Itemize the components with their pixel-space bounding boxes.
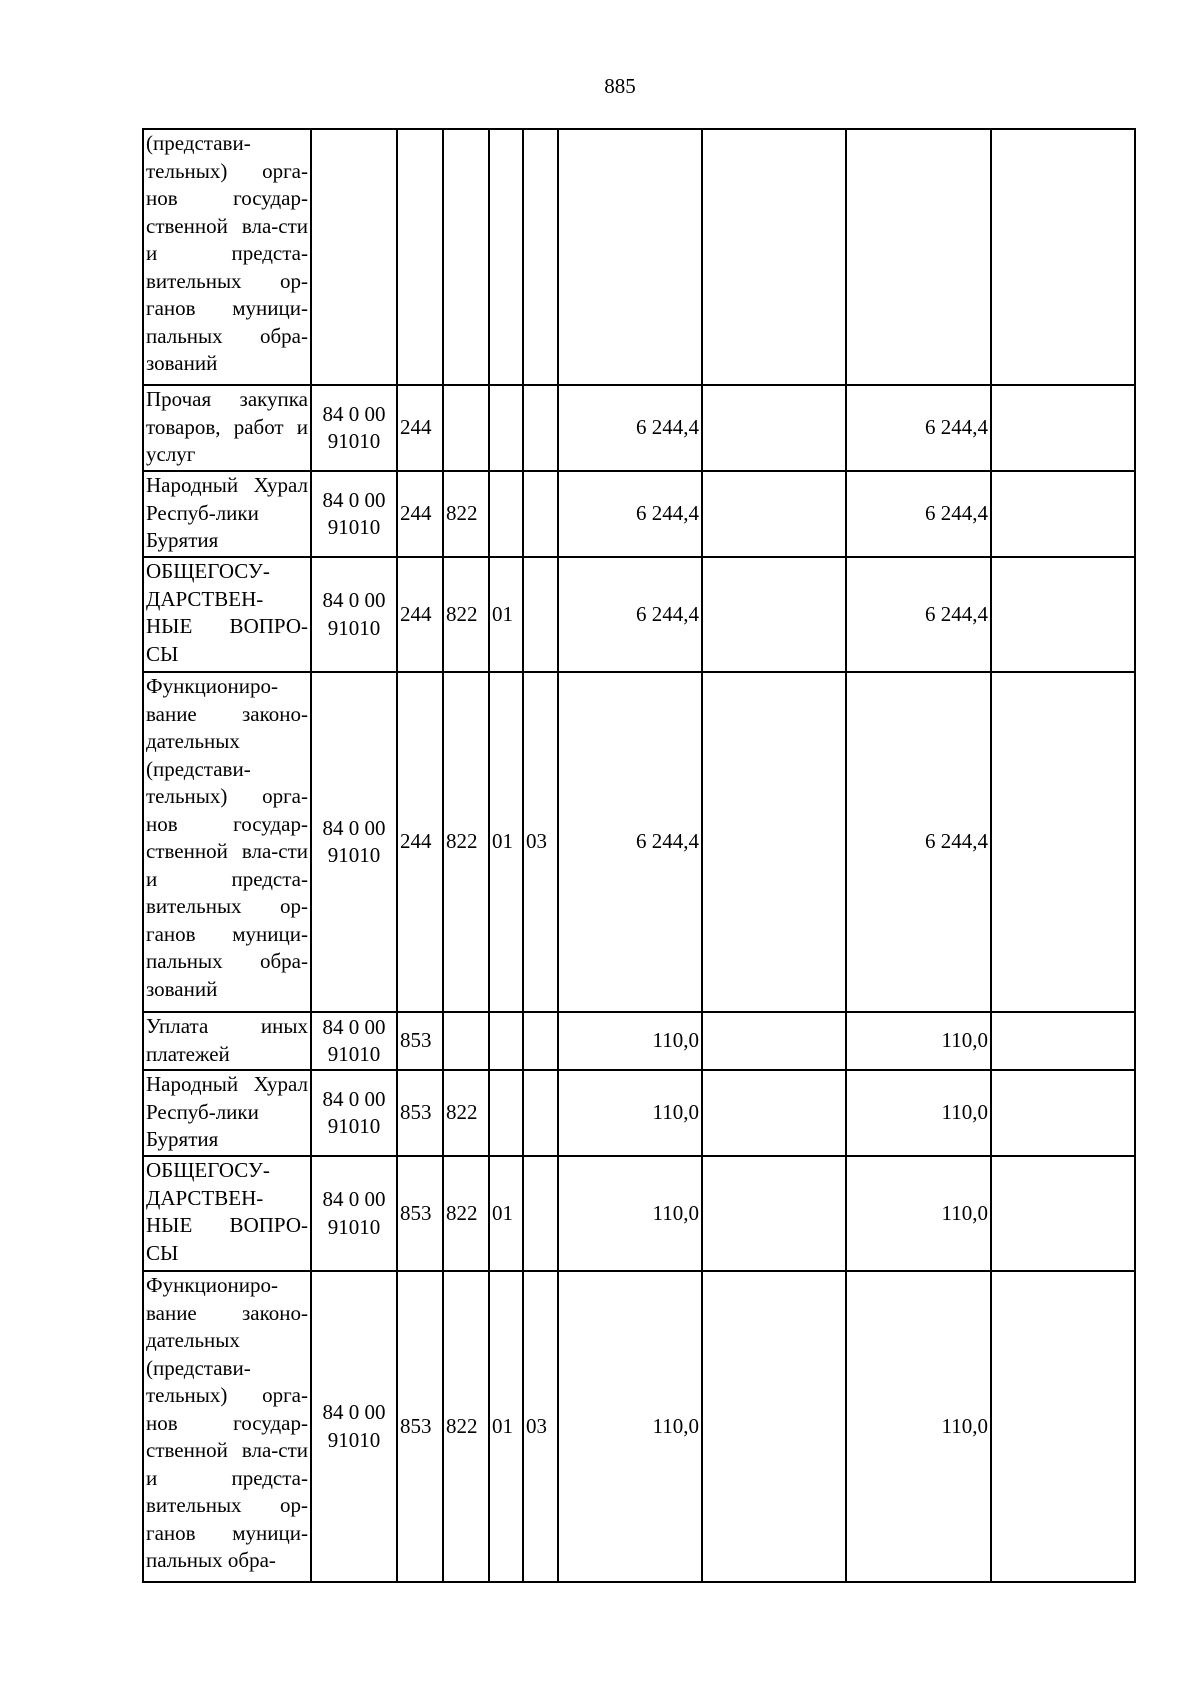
target-article-cell: 84 0 00 91010 (311, 1070, 397, 1156)
amount-cell: 6 244,4 (558, 471, 702, 557)
amount-cell (702, 1271, 846, 1582)
row-name-cell: Функциониро-вание законо-дательных (представи-тельных) орга-нов государ-ственной вла-сти и предста-вительных ор-ганов муници-пальных обра-зований (143, 672, 311, 1012)
budget-table (142, 128, 1136, 1583)
table-row (143, 1271, 1135, 1582)
amount-cell (991, 557, 1135, 672)
section-code-cell: 01 (489, 1156, 523, 1271)
table-row (143, 471, 1135, 557)
amount-cell: 110,0 (558, 1070, 702, 1156)
subsection-code-cell: 03 (523, 1271, 558, 1582)
amount-cell (991, 1271, 1135, 1582)
amount-cell (991, 1070, 1135, 1156)
ministry-code-cell: 822 (443, 1070, 489, 1156)
amount-cell: 110,0 (558, 1012, 702, 1070)
table-row (143, 557, 1135, 672)
section-code-cell: 01 (489, 557, 523, 672)
amount-cell (702, 129, 846, 385)
amount-cell (702, 1156, 846, 1271)
row-name-cell: ОБЩЕГОСУ-ДАРСТВЕН-НЫЕ ВОПРО-СЫ (143, 557, 311, 672)
target-article-cell: 84 0 00 91010 (311, 557, 397, 672)
expense-type-cell: 853 (397, 1070, 443, 1156)
section-code-cell (489, 1070, 523, 1156)
section-code-cell (489, 1012, 523, 1070)
amount-cell (702, 672, 846, 1012)
target-article-cell: 84 0 00 91010 (311, 672, 397, 1012)
expense-type-cell: 244 (397, 672, 443, 1012)
expense-type-cell: 853 (397, 1156, 443, 1271)
amount-cell (702, 1012, 846, 1070)
subsection-code-cell (523, 129, 558, 385)
subsection-code-cell (523, 1156, 558, 1271)
section-code-cell: 01 (489, 672, 523, 1012)
expense-type-cell: 244 (397, 385, 443, 471)
subsection-code-cell: 03 (523, 672, 558, 1012)
subsection-code-cell (523, 1012, 558, 1070)
ministry-code-cell (443, 129, 489, 385)
subsection-code-cell (523, 1070, 558, 1156)
table-row (143, 129, 1135, 385)
amount-cell: 6 244,4 (846, 471, 991, 557)
table-row (143, 1012, 1135, 1070)
section-code-cell (489, 129, 523, 385)
amount-cell (991, 1012, 1135, 1070)
row-name-cell: (представи-тельных) орга-нов государ-ственной вла-сти и предста-вительных ор-ганов муници-пальных обра-зований (143, 129, 311, 385)
amount-cell: 110,0 (846, 1271, 991, 1582)
amount-cell: 6 244,4 (558, 385, 702, 471)
row-name-cell: Функциониро-вание законо-дательных (представи-тельных) орга-нов государ-ственной вла-сти и предста-вительных ор-ганов муници-пальных обра- (143, 1271, 311, 1582)
target-article-cell: 84 0 00 91010 (311, 471, 397, 557)
amount-cell (846, 129, 991, 385)
amount-cell: 6 244,4 (846, 672, 991, 1012)
amount-cell: 6 244,4 (558, 557, 702, 672)
subsection-code-cell (523, 557, 558, 672)
row-name-cell: ОБЩЕГОСУ-ДАРСТВЕН-НЫЕ ВОПРО-СЫ (143, 1156, 311, 1271)
section-code-cell (489, 385, 523, 471)
table-row (143, 1156, 1135, 1271)
amount-cell: 110,0 (846, 1070, 991, 1156)
ministry-code-cell: 822 (443, 1271, 489, 1582)
table-row (143, 1070, 1135, 1156)
subsection-code-cell (523, 471, 558, 557)
amount-cell: 110,0 (846, 1012, 991, 1070)
amount-cell: 6 244,4 (558, 672, 702, 1012)
target-article-cell: 84 0 00 91010 (311, 1012, 397, 1070)
amount-cell: 110,0 (558, 1156, 702, 1271)
amount-cell (702, 557, 846, 672)
target-article-cell: 84 0 00 91010 (311, 1271, 397, 1582)
expense-type-cell: 853 (397, 1271, 443, 1582)
amount-cell (702, 1070, 846, 1156)
amount-cell (558, 129, 702, 385)
subsection-code-cell (523, 385, 558, 471)
amount-cell (991, 129, 1135, 385)
row-name-cell: Народный Хурал Респуб-лики Бурятия (143, 1070, 311, 1156)
expense-type-cell (397, 129, 443, 385)
amount-cell (702, 471, 846, 557)
ministry-code-cell (443, 1012, 489, 1070)
ministry-code-cell: 822 (443, 672, 489, 1012)
amount-cell (991, 1156, 1135, 1271)
page-number: 885 (604, 74, 636, 98)
target-article-cell: 84 0 00 91010 (311, 1156, 397, 1271)
row-name-cell: Уплата иных платежей (143, 1012, 311, 1070)
table-row (143, 672, 1135, 1012)
amount-cell: 6 244,4 (846, 557, 991, 672)
amount-cell (702, 385, 846, 471)
amount-cell (991, 385, 1135, 471)
row-name-cell: Народный Хурал Респуб-лики Бурятия (143, 471, 311, 557)
amount-cell: 110,0 (846, 1156, 991, 1271)
expense-type-cell: 244 (397, 471, 443, 557)
ministry-code-cell: 822 (443, 471, 489, 557)
amount-cell: 110,0 (558, 1271, 702, 1582)
expense-type-cell: 244 (397, 557, 443, 672)
ministry-code-cell: 822 (443, 1156, 489, 1271)
section-code-cell: 01 (489, 1271, 523, 1582)
section-code-cell (489, 471, 523, 557)
target-article-cell: 84 0 00 91010 (311, 385, 397, 471)
amount-cell (991, 471, 1135, 557)
ministry-code-cell (443, 385, 489, 471)
amount-cell (991, 672, 1135, 1012)
table-row (143, 385, 1135, 471)
expense-type-cell: 853 (397, 1012, 443, 1070)
target-article-cell (311, 129, 397, 385)
row-name-cell: Прочая закупка товаров, работ и услуг (143, 385, 311, 471)
amount-cell: 6 244,4 (846, 385, 991, 471)
ministry-code-cell: 822 (443, 557, 489, 672)
